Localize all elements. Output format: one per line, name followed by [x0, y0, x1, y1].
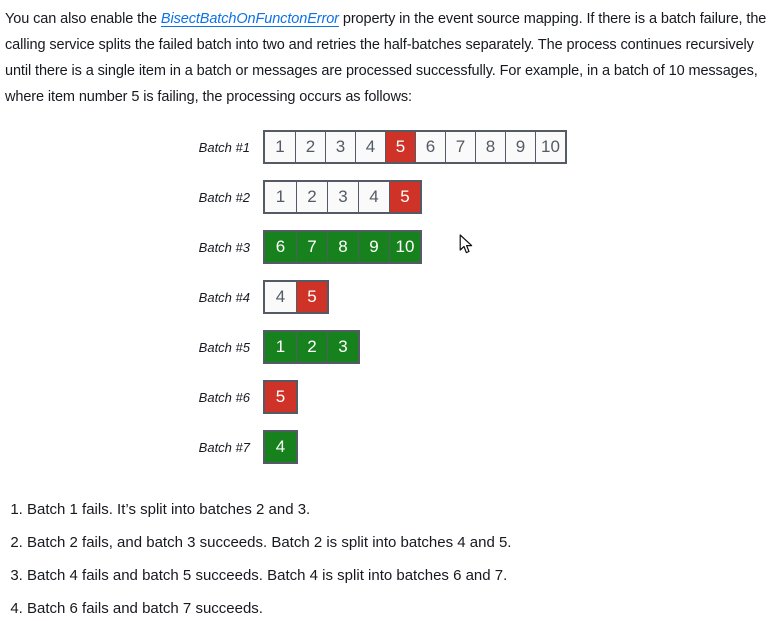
batch-cell-succeeded: 10	[389, 232, 420, 262]
batch-label: Batch #5	[198, 339, 250, 355]
bisect-batch-property-link[interactable]: BisectBatchOnFunctonError	[160, 11, 339, 27]
batch-cell-failed: 5	[296, 282, 327, 312]
batch-row	[5, 330, 771, 364]
batch-label: Batch #1	[198, 139, 250, 155]
batch-cell-pending: 4	[265, 282, 296, 312]
batch-cells	[263, 180, 422, 214]
batch-cell-pending: 8	[475, 132, 505, 162]
batch-cell-pending: 7	[445, 132, 475, 162]
batch-cells	[263, 230, 422, 264]
batch-cell-pending: 4	[355, 132, 385, 162]
step-item: 2. Batch 2 fails, and batch 3 succeeds. Batch 2 is split into batches 4 and 5.	[27, 533, 771, 552]
batch-cell-pending: 6	[415, 132, 445, 162]
batch-cell-failed: 5	[385, 132, 415, 162]
batch-cell-succeeded: 6	[265, 232, 296, 262]
batch-cell-pending: 3	[327, 182, 358, 212]
step-item: 3. Batch 4 fails and batch 5 succeeds. Batch 4 is split into batches 6 and 7.	[27, 566, 771, 585]
batch-cell-succeeded: 3	[327, 332, 358, 362]
steps-list	[5, 500, 771, 618]
batch-cell-succeeded: 7	[296, 232, 327, 262]
batch-cell-pending: 2	[295, 132, 325, 162]
batch-cell-succeeded: 4	[265, 432, 296, 462]
batch-label: Batch #7	[198, 439, 250, 455]
batch-cell-succeeded: 2	[296, 332, 327, 362]
paragraph-text-after: property in the event source mapping. If there is a batch failure, the calling service splits the failed batch into two and retries the half-batches separately. The process continues recursively until there is a single item in a batch or messages are processed successfully. For example, in a batch of 10 messages, where item number 5 is failing, the processing occurs as follows:	[5, 11, 767, 105]
step-item: 1. Batch 1 fails. It’s split into batches 2 and 3.	[27, 500, 771, 519]
batch-row	[5, 280, 771, 314]
mouse-cursor-icon	[459, 234, 474, 255]
batch-cell-failed: 5	[265, 382, 296, 412]
batch-label: Batch #3	[198, 239, 250, 255]
intro-paragraph	[5, 6, 771, 110]
batch-cell-pending: 4	[358, 182, 389, 212]
batch-label: Batch #2	[198, 189, 250, 205]
batch-cells	[263, 280, 329, 314]
batch-cell-succeeded: 8	[327, 232, 358, 262]
batch-cell-succeeded: 9	[358, 232, 389, 262]
batch-cell-failed: 5	[389, 182, 420, 212]
batch-cell-pending: 9	[505, 132, 535, 162]
batch-row	[5, 380, 771, 414]
batch-row	[5, 230, 771, 264]
batch-label: Batch #4	[198, 289, 250, 305]
batch-cells	[263, 330, 360, 364]
batch-cells	[263, 380, 298, 414]
batch-cell-pending: 10	[535, 132, 565, 162]
batch-cells	[263, 130, 567, 164]
batch-cells	[263, 430, 298, 464]
paragraph-text-before: You can also enable the	[5, 11, 161, 27]
batch-label: Batch #6	[198, 389, 250, 405]
batch-cell-succeeded: 1	[265, 332, 296, 362]
batch-cell-pending: 2	[296, 182, 327, 212]
batch-bisect-diagram	[5, 130, 771, 464]
batch-cell-pending: 3	[325, 132, 355, 162]
batch-cell-pending: 1	[265, 182, 296, 212]
batch-row	[5, 130, 771, 164]
step-item: 4. Batch 6 fails and batch 7 succeeds.	[27, 599, 771, 618]
batch-cell-pending: 1	[265, 132, 295, 162]
batch-row	[5, 180, 771, 214]
batch-row	[5, 430, 771, 464]
